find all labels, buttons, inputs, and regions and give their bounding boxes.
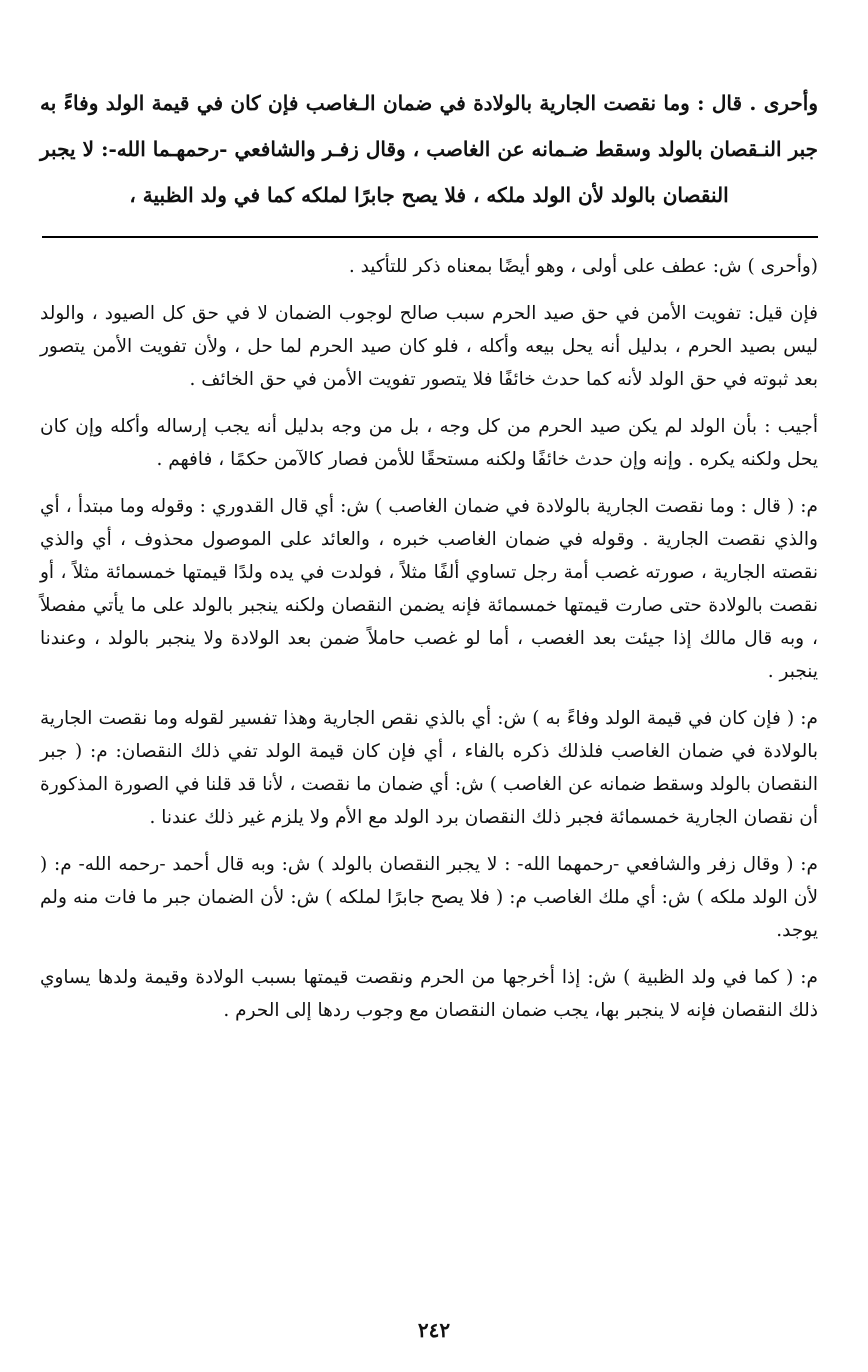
matn-text: وأحرى . قال : وما نقصت الجارية بالولادة في ضمان الـغاصب فإن كان في قيمة الولد وفاءً به جبر النـقصان بالولد وسقط ضـمانه عن الغاصب ، وقال زفـر والشافعي -رحمهـما الله-: لا يجبر النقصان بالولد لأن الولد ملكه ، فلا يصح جابرًا لملكه كما في ولد الظبية ، xyxy=(40,91,819,207)
commentary-paragraph: م: ( وقال زفر والشافعي -رحمهما الله- : لا يجبر النقصان بالولد ) ش: وبه قال أحمد -رحمه الله- م: ( لأن الولد ملكه ) ش: أي ملك الغاصب م: ( فلا يصح جابرًا لملكه ) ش: لأن الضمان جبر ما فات منه ولم يوجد. xyxy=(40,854,818,941)
commentary-paragraph: م: ( فإن كان في قيمة الولد وفاءً به ) ش: أي بالذي نقص الجارية وهذا تفسير لقوله وما نقصت الجارية بالولادة في ضمان الغاصب فلذلك ذكره بالفاء ، أي فإن كان قيمة الولد تفي ذلك النقصان: م: ( جبر النقصان بالولد وسقط ضمانه عن الغاصب ) ش: أي ضمان ما نقصت ، لأنا قد قلنا في الصورة المذكورة أن نقصان الجارية خمسمائة فجبر ذلك النقصان برد الولد مع الأم ولا يلزم غير ذلك عندنا . xyxy=(40,708,818,828)
page-number: ٢٤٢ xyxy=(417,1318,451,1342)
commentary-paragraph: م: ( كما في ولد الظبية ) ش: إذا أخرجها من الحرم ونقصت قيمتها بسبب الولادة وقيمة ولدها يساوي ذلك النقصان فإنه لا ينجبر بها، يجب ضمان النقصان مع وجوب ردها إلى الحرم . xyxy=(40,967,818,1021)
commentary-paragraph: أجيب : بأن الولد لم يكن صيد الحرم من كل وجه ، بل من وجه بدليل أنه يجب إرساله وأكله وإن كان يحل ولكنه يكره . وإنه وإن حدث خائفًا ولكنه مستحقًا للأمن فصار كالآمن حكمًا ، فافهم . xyxy=(40,416,818,470)
commentary-paragraph: فإن قيل: تفويت الأمن في حق صيد الحرم سبب صالح لوجوب الضمان لا في حق كل الصيود ، والولد ليس بصيد الحرم ، بدليل أنه يحل بيعه وأكله ، فلو كان صيد الحرم لما حل ، ولأن تفويت الأمن يتصور بعد ثبوته في حق الولد لأنه كما حدث خائفًا فلا يتصور تفويت الأمن في حق الخائف . xyxy=(40,303,818,390)
commentary xyxy=(40,250,818,1041)
commentary-paragraph: (وأحرى ) ش: عطف على أولى ، وهو أيضًا بمعناه ذكر للتأكيد . xyxy=(348,256,818,277)
separator-rule xyxy=(42,236,818,238)
commentary-paragraph: م: ( قال : وما نقصت الجارية بالولادة في ضمان الغاصب ) ش: أي قال القدوري : وقوله وما مبتدأ ، أي والذي نقصت الجارية . وقوله في ضمان الغاصب خبره ، والعائد على الموصول محذوف ، أي والذي نقصته الجارية ، صورته غصب أمة رجل تساوي ألفًا مثلاً ، فولدت في يده ولدًا قيمتها خمسمائة مثلاً ، أو نقصت بالولادة حتى صارت قيمتها خمسمائة فإنه يضمن النقصان ولكنه ينجبر بالولد على ما يأتي مفصلاً ، وبه قال مالك إذا جيئت بعد الغصب ، أما لو غصب حاملاً ضمن بعد الولادة ولا ينجبر بالولد ، وعندنا ينجبر . xyxy=(40,496,818,682)
